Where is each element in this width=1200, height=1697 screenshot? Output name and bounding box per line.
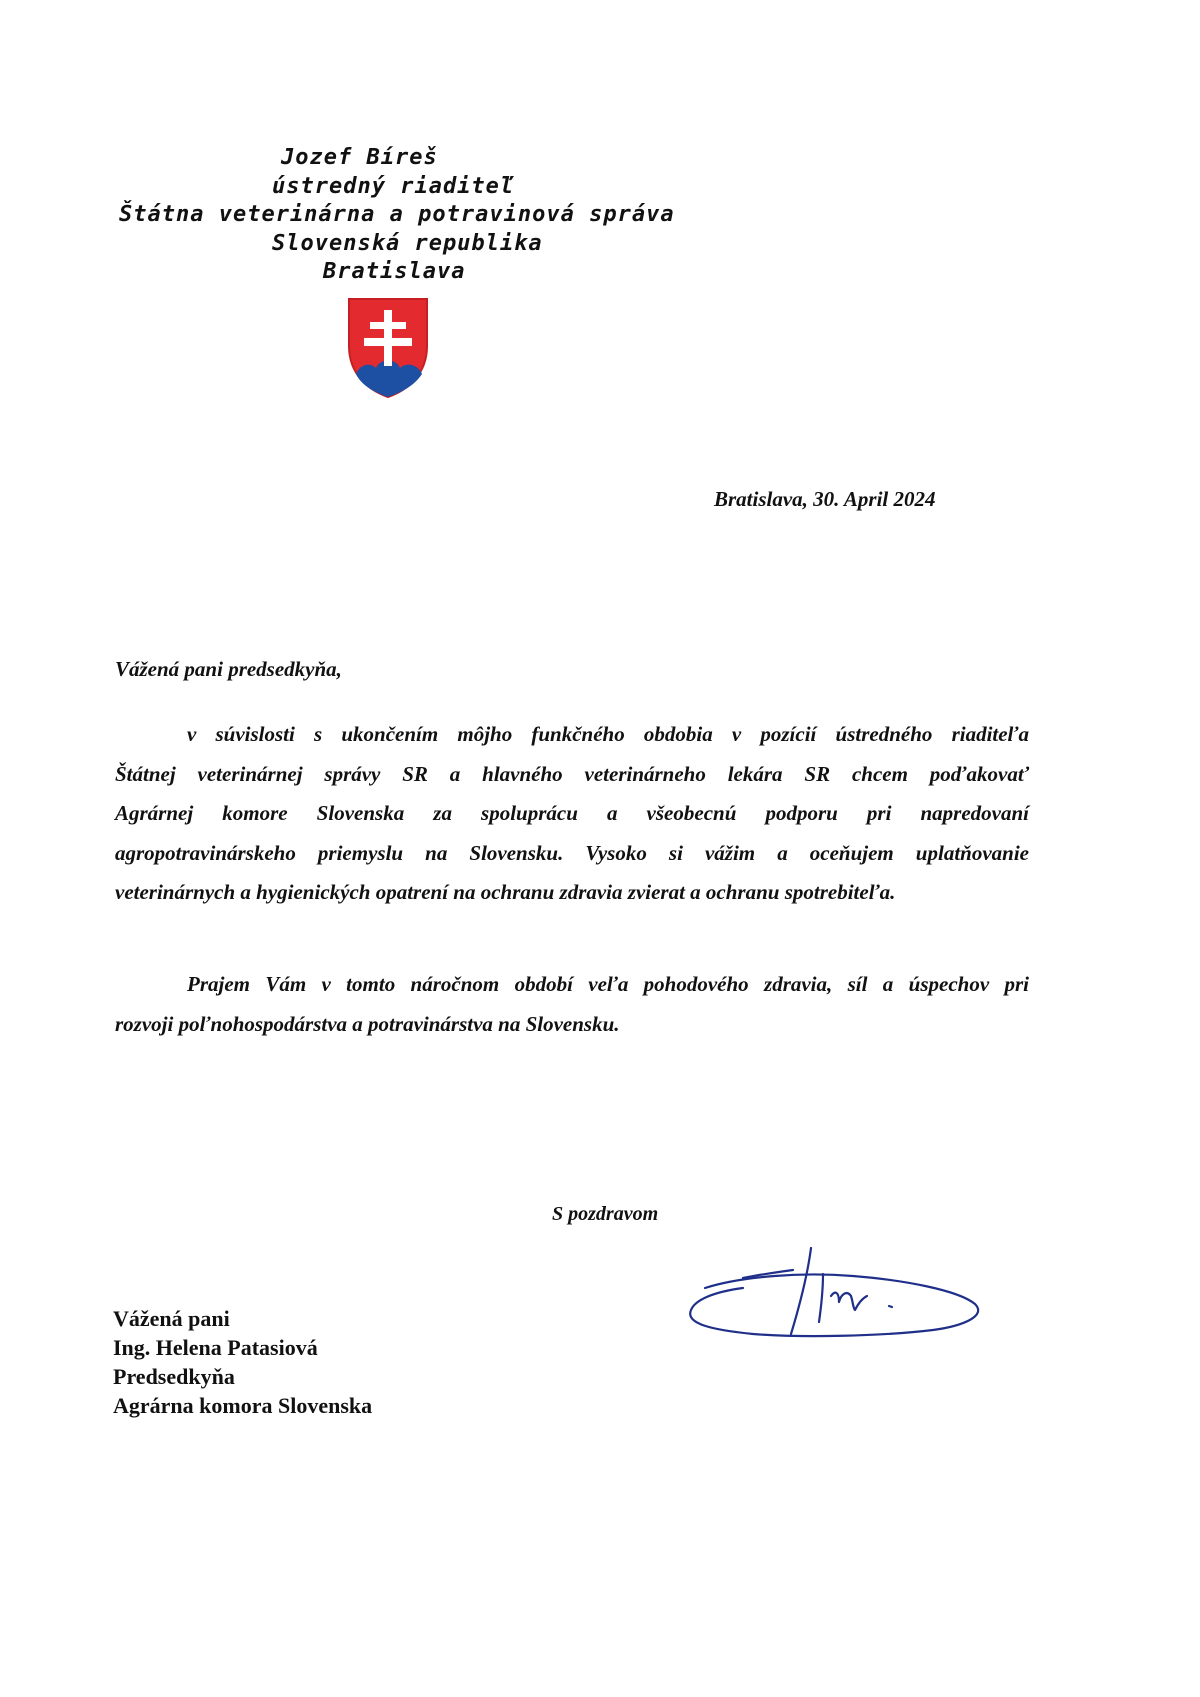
addressee-title: Predsedkyňa	[113, 1364, 235, 1389]
sender-name: Jozef Bíreš	[281, 145, 438, 170]
paragraph-line: Štátnej veterinárnej správy SR a hlavného veterinárneho lekára SR chcem poďakovať	[115, 761, 1029, 786]
paragraph-line: v súvislosti s ukončením môjho funkčného obdobia v pozícií ústredného riaditeľa	[187, 722, 1029, 746]
slovak-coat-of-arms-icon	[346, 296, 430, 400]
salutation: Vážená pani predsedkyňa,	[115, 657, 342, 681]
paragraph-line: rozvoji poľnohospodárstva a potravinárstva na Slovensku.	[115, 1011, 620, 1036]
letter-date: Bratislava, 30. April 2024	[714, 487, 936, 511]
sender-organization: Štátna veterinárna a potravinová správa	[119, 202, 675, 227]
paragraph-line: Prajem Vám v tomto náročnom období veľa pohodového zdravia, síl a úspechov pri	[187, 972, 1029, 996]
paragraph-line: agropotravinárskeho priemyslu na Slovensku. Vysoko si vážim a oceňujem uplatňovanie	[115, 840, 1029, 865]
addressee-organization: Agrárna komora Slovenska	[113, 1393, 373, 1418]
addressee-name: Ing. Helena Patasiová	[113, 1335, 318, 1360]
body-paragraph-1	[115, 715, 1029, 913]
body-paragraph-2	[115, 965, 1029, 1044]
paragraph-line: Agrárnej komore Slovenska za spoluprácu a všeobecnú podporu pri napredovaní	[115, 801, 1029, 825]
paragraph-line: veterinárnych a hygienických opatrení na ochranu zdravia zvierat a ochranu spotrebiteľa.	[115, 880, 896, 904]
handwritten-signature-icon	[683, 1246, 985, 1346]
sender-city: Bratislava	[323, 259, 466, 284]
sender-country: Slovenská republika	[272, 231, 543, 256]
addressee-greeting: Vážená pani	[113, 1306, 230, 1331]
sender-position: ústredný riaditeľ	[272, 174, 515, 199]
closing-phrase: S pozdravom	[552, 1203, 659, 1225]
